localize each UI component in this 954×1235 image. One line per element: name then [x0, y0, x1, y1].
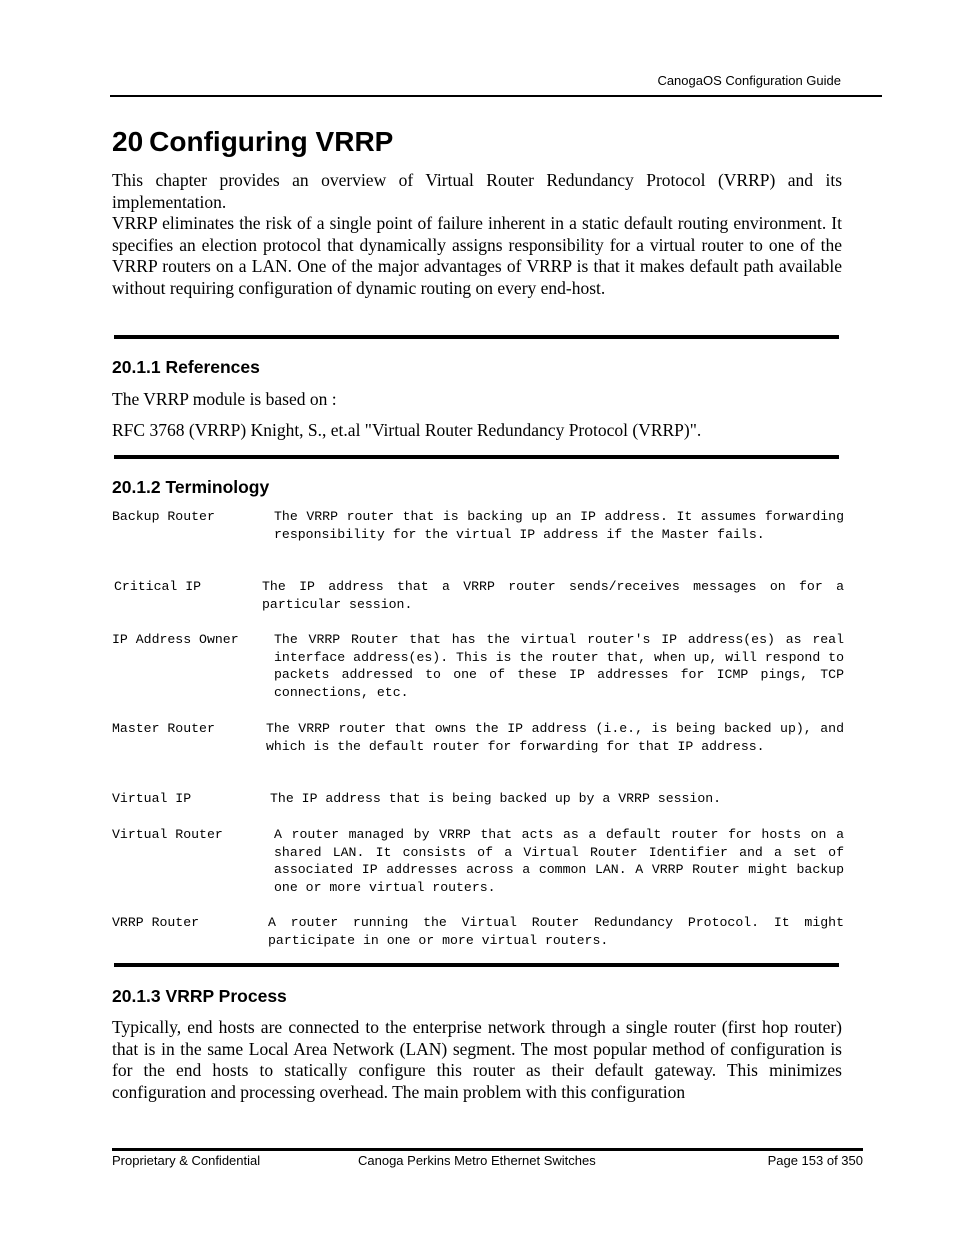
term-name: Critical IP	[114, 579, 202, 594]
term-name: Master Router	[112, 721, 215, 736]
term-definition: The VRRP router that owns the IP address (i.e., is being backed up), and which is the default router for forwarding for that IP address.	[266, 721, 844, 754]
term-definition: The VRRP router that is backing up an IP address. It assumes forwarding responsibility for the virtual IP address if the Master fails.	[274, 509, 844, 542]
term-name: IP Address Owner	[112, 632, 239, 647]
term-definition: The VRRP Router that has the virtual router's IP address(es) as real interface address(es). This is the router that, when up, will respond to packets addressed to one of these IP addresses for ICMP pings, TCP connections, etc.	[274, 632, 844, 700]
running-header: CanogaOS Configuration Guide	[657, 73, 841, 88]
footer-left: Proprietary & Confidential	[112, 1153, 261, 1168]
term-definition: The IP address that is being backed up by a VRRP session.	[270, 791, 722, 806]
term-definition: A router running the Virtual Router Redundancy Protocol. It might participate in one or more virtual routers.	[268, 915, 844, 948]
terminology-heading: 20.1.2 Terminology	[112, 477, 270, 497]
section-separator	[114, 963, 839, 967]
footer-rule	[112, 1148, 863, 1151]
header-rule	[110, 95, 882, 97]
references-paragraph-2: RFC 3768 (VRRP) Knight, S., et.al "Virtual Router Redundancy Protocol (VRRP)".	[112, 420, 702, 440]
footer-page-number: Page 153 of 350	[767, 1153, 863, 1168]
section-separator	[114, 455, 839, 459]
process-paragraph: Typically, end hosts are connected to the enterprise network through a single router (first hop router) that is in the same Local Area Network (LAN) segment. The most popular method of configuration is for the end hosts to statically configure this router as their default gateway. This minimizes configuration and processing overhead. The main problem with this configuration	[112, 1017, 842, 1102]
chapter-name: Configuring VRRP	[149, 126, 394, 157]
section-separator	[114, 335, 839, 339]
footer-center: Canoga Perkins Metro Ethernet Switches	[358, 1153, 596, 1168]
process-heading: 20.1.3 VRRP Process	[112, 986, 287, 1006]
references-heading: 20.1.1 References	[112, 357, 260, 377]
term-name: Virtual IP	[112, 791, 192, 806]
chapter-number: 20	[112, 126, 144, 157]
term-name: VRRP Router	[112, 915, 200, 930]
chapter-title	[112, 126, 393, 158]
term-definition: The IP address that a VRRP router sends/receives messages on for a particular session.	[262, 579, 844, 612]
term-name: Virtual Router	[112, 827, 223, 842]
references-paragraph-1: The VRRP module is based on :	[112, 389, 337, 409]
intro-paragraph-2: VRRP eliminates the risk of a single point of failure inherent in a static default routing environment. It specifies an election protocol that dynamically assigns responsibility for a virtual router to one of the VRRP routers on a LAN. One of the major advantages of VRRP is that it makes default path available without requiring configuration of dynamic routing on every end-host.	[112, 213, 842, 298]
term-name: Backup Router	[112, 509, 215, 524]
intro-paragraph-1: This chapter provides an overview of Virtual Router Redundancy Protocol (VRRP) and its implementation.	[112, 170, 842, 212]
term-definition: A router managed by VRRP that acts as a default router for hosts on a shared LAN. It consists of a Virtual Router Identifier and a set of associated IP addresses across a common LAN. A VRRP Router might backup one or more virtual routers.	[274, 827, 844, 895]
